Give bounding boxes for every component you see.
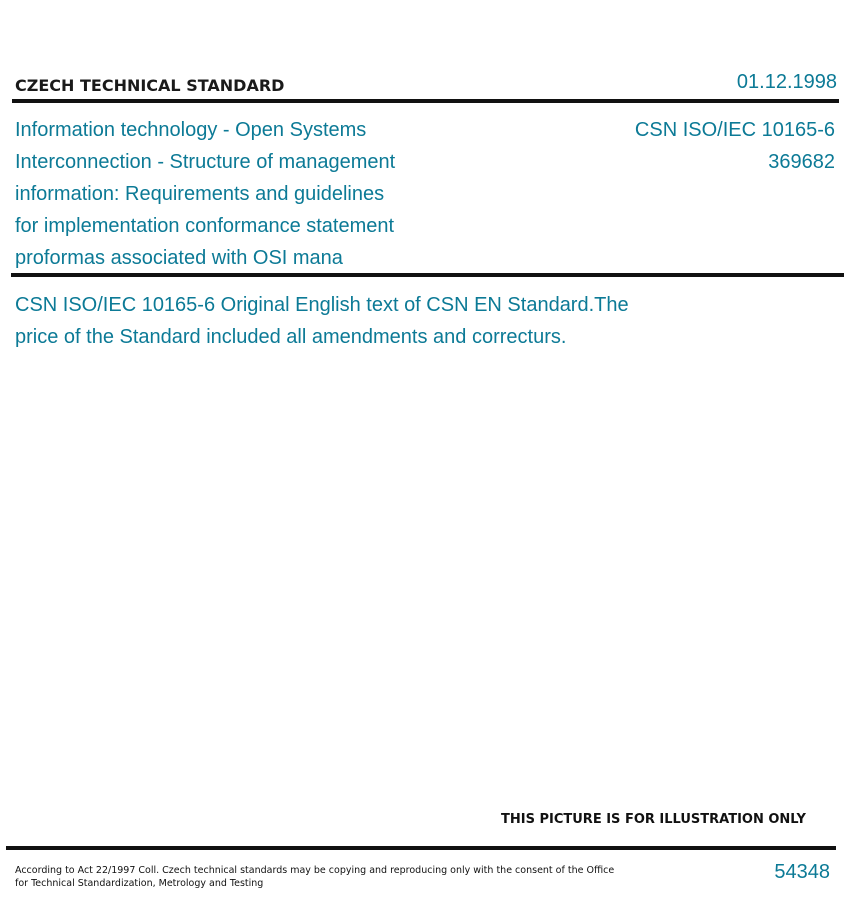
- title-line: for implementation conformance statement: [15, 215, 395, 237]
- title-line: Interconnection - Structure of management: [15, 151, 396, 173]
- standard-code: CSN ISO/IEC 10165-6: [634, 119, 835, 141]
- standard-title: [15, 114, 455, 274]
- title-line: Information technology - Open Systems: [15, 119, 367, 141]
- document-heading: CZECH TECHNICAL STANDARD: [15, 76, 285, 95]
- catalog-number: 369682: [768, 151, 835, 173]
- description-line: CSN ISO/IEC 10165-6 Original English text of CSN EN Standard.The: [15, 294, 629, 316]
- copyright-note: [15, 864, 615, 890]
- standard-description: [15, 289, 735, 353]
- title-line: information: Requirements and guidelines: [15, 183, 385, 205]
- note-line: for Technical Standardization, Metrology and Testing: [15, 878, 264, 889]
- description-line: price of the Standard included all amendments and correcturs.: [15, 326, 567, 348]
- footer-divider: [6, 846, 836, 850]
- title-line: proformas associated with OSI mana: [15, 247, 343, 269]
- illustration-notice: THIS PICTURE IS FOR ILLUSTRATION ONLY: [501, 812, 806, 827]
- note-line: According to Act 22/1997 Coll. Czech technical standards may be copying and reproducing only with the consent of the Office: [15, 865, 615, 876]
- publication-date: 01.12.1998: [736, 71, 837, 93]
- top-divider: [12, 99, 839, 103]
- middle-divider: [11, 273, 844, 277]
- document-id: 54348: [774, 861, 830, 883]
